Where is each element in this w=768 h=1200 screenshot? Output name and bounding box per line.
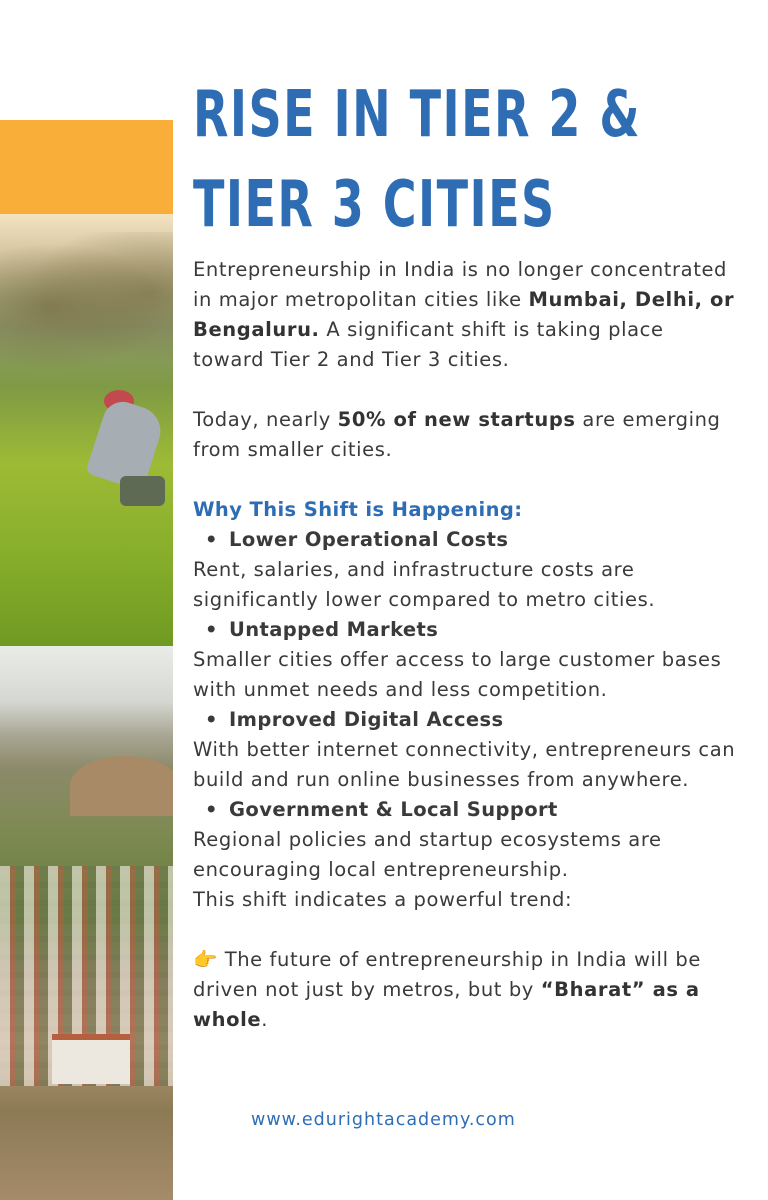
villa-shape [52,1034,130,1084]
title-line-1: RISE IN TIER 2 & [193,78,641,152]
stat-bold: 50% of new startups [337,408,576,431]
bullet-dot-icon: • [205,798,218,821]
reason-title-3-text: Improved Digital Access [229,708,504,731]
why-heading: Why This Shift is Happening: [193,498,523,521]
intro-text-2: A significant shift is taking place toward Tier 2 and Tier 3 cities. [193,318,664,371]
tree-line-shape [0,232,173,382]
reason-title-1-text: Lower Operational Costs [229,528,509,551]
orange-accent-bar [0,120,173,214]
website-link[interactable]: www.edurightacademy.com [251,1110,516,1130]
bullet-dot-icon: • [205,618,218,641]
reason-desc-3: With better internet connectivity, entrepreneurs can build and run online businesses from anywhere. [193,738,736,791]
stat-paragraph [193,405,738,465]
main-content [193,70,738,1035]
reason-desc-1: Rent, salaries, and infrastructure costs are significantly lower compared to metro cities. [193,558,656,611]
conclusion-bold: “Bharat” as a whole [193,978,700,1031]
reason-desc-2: Smaller cities offer access to large customer bases with unmet needs and less competition. [193,648,722,701]
page-title [193,70,740,250]
stat-text-1: Today, nearly [193,408,338,431]
title-block [193,70,738,255]
bullet-dot-icon: • [205,708,218,731]
spacer [193,915,738,945]
intro-paragraph [193,255,738,375]
bullet-dot-icon: • [205,528,218,551]
reason-title-4-text: Government & Local Support [229,798,558,821]
conclusion-text-2: . [261,1008,269,1031]
farmer-field-photo [0,214,173,646]
conclusion-paragraph [193,945,738,1035]
reason-title-2-text: Untapped Markets [229,618,439,641]
reason-title-2 [193,615,738,645]
intro-cities-bold: Mumbai, Delhi, or Bengaluru. [193,288,735,341]
pointing-hand-icon: 👉 [193,948,218,971]
stat-text-2: are emerging from smaller cities. [193,408,721,461]
intro-text-1: Entrepreneurship in India is no longer concentrated in major metropolitan cities like [193,258,728,311]
farmer-legs-shape [120,476,165,506]
hill-shape [70,756,173,816]
reason-title-1 [193,525,738,555]
town-landscape-photo [0,646,173,1200]
title-line-2: TIER 3 CITIES [193,168,556,242]
conclusion-text-1: The future of entrepreneurship in India will be driven not just by metros, but by [193,948,701,1001]
spacer [193,375,738,405]
reason-title-4 [193,795,738,825]
trend-intro: This shift indicates a powerful trend: [193,888,573,911]
reason-title-3 [193,705,738,735]
reason-desc-4: Regional policies and startup ecosystems are encouraging local entrepreneurship. [193,828,662,881]
